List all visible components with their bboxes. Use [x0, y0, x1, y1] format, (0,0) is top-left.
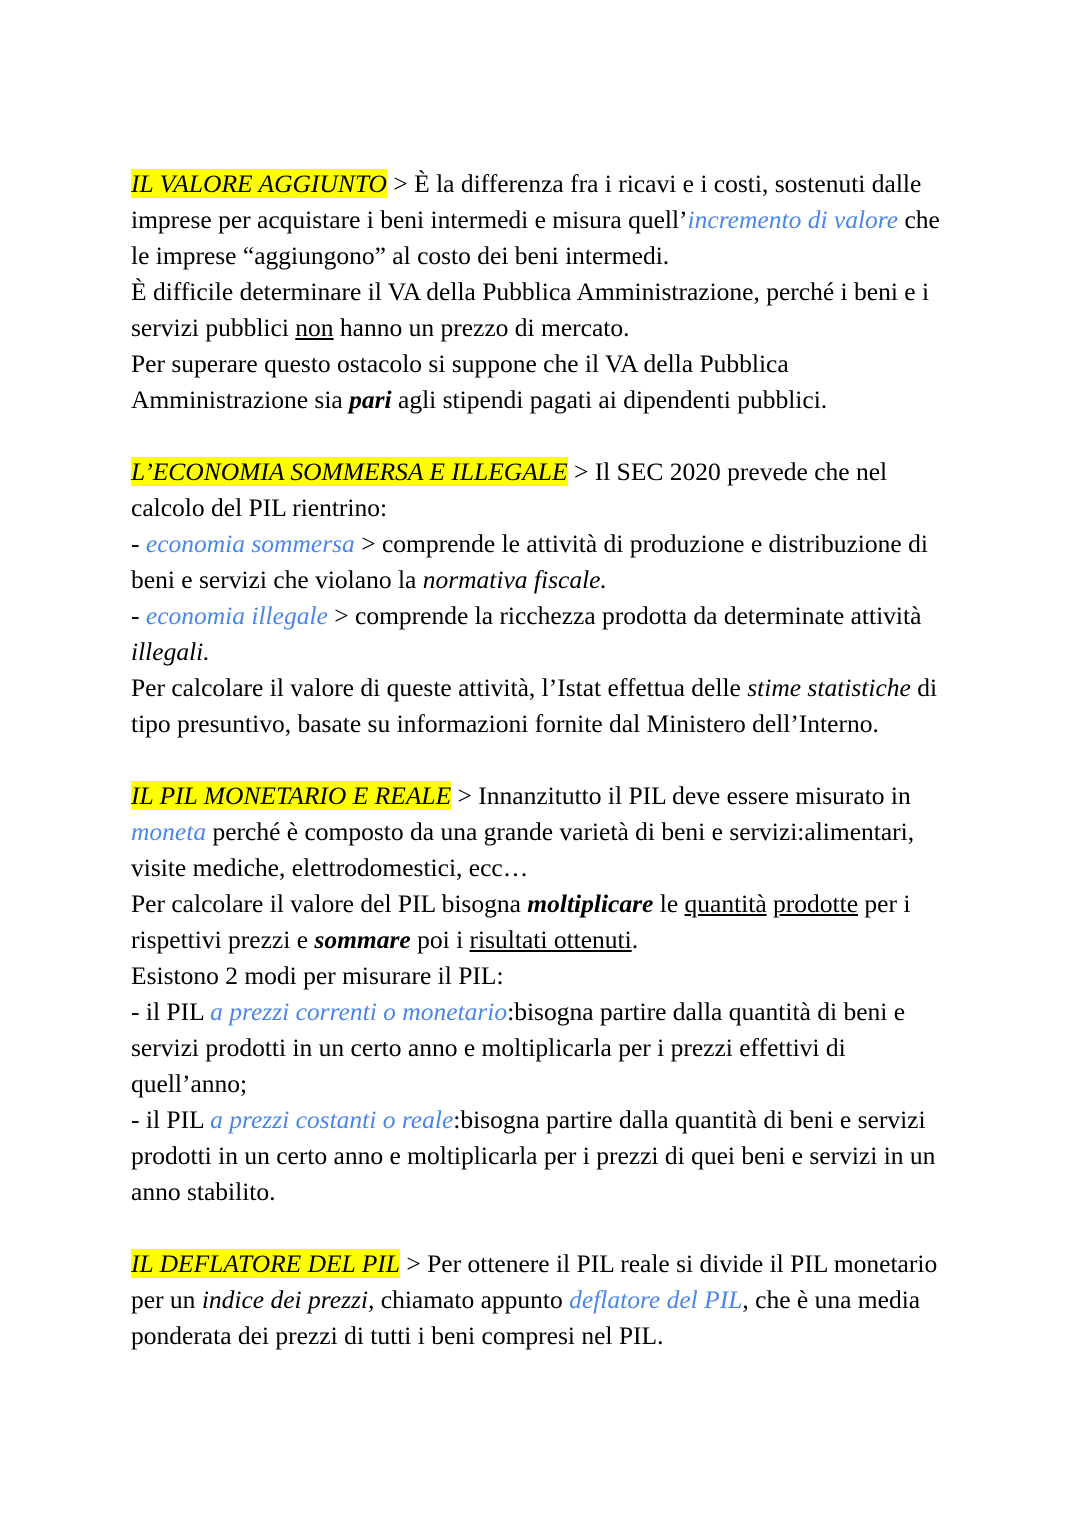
body-text: > È la differenza fra i ricavi e i costi, sostenuti dalle imprese per acquistare i beni intermedi e misura quell’ — [131, 169, 922, 234]
section-economia-sommersa — [131, 454, 961, 742]
bold-italic-text: pari — [349, 385, 392, 414]
body-text: per i rispettivi prezzi e — [131, 889, 911, 954]
paragraph — [131, 346, 961, 418]
body-text: , che è una media ponderata dei prezzi di tutti i beni compresi nel PIL. — [131, 1285, 921, 1350]
body-text: > Il SEC 2020 prevede che nel calcolo del PIL rientrino: — [131, 457, 888, 522]
key-term: deflatore del PIL — [569, 1285, 743, 1314]
body-text: di tipo presuntivo, basate su informazioni fornite dal Ministero dell’Interno. — [131, 673, 938, 738]
underlined-text: quantità — [684, 889, 767, 918]
list-item — [131, 994, 961, 1102]
body-text: :bisogna partire dalla quantità di beni e servizi prodotti in un certo anno e moltiplicarla per i prezzi effettivi di quell’anno; — [131, 997, 906, 1098]
body-text: hanno un prezzo di mercato. — [333, 313, 630, 342]
key-term: a prezzi correnti o monetario — [210, 997, 508, 1026]
body-text: le — [653, 889, 685, 918]
list-item — [131, 526, 961, 598]
key-term: economia illegale — [145, 601, 328, 630]
paragraph-definition — [131, 166, 961, 274]
body-text: . — [631, 925, 639, 954]
paragraph-definition — [131, 1246, 961, 1354]
body-text: poi i — [410, 925, 470, 954]
bold-italic-text: moltiplicare — [527, 889, 654, 918]
document-page — [131, 166, 961, 1390]
paragraph-definition — [131, 778, 961, 886]
section-heading: L’ECONOMIA SOMMERSA E ILLEGALE — [131, 457, 568, 486]
paragraph — [131, 958, 961, 994]
body-text: Per calcolare il valore del PIL bisogna — [131, 889, 528, 918]
paragraph — [131, 670, 961, 742]
body-text: > comprende la ricchezza prodotta da determinate attività — [327, 601, 922, 630]
section-heading: IL VALORE AGGIUNTO — [131, 169, 387, 198]
body-text: che le imprese “aggiungono” al costo dei beni intermedi. — [131, 205, 940, 270]
body-text: agli stipendi pagati ai dipendenti pubblici. — [391, 385, 828, 414]
underlined-text: risultati ottenuti — [469, 925, 632, 954]
body-text: Per calcolare il valore di queste attività, l’Istat effettua delle — [131, 673, 748, 702]
list-item — [131, 1102, 961, 1210]
italic-text: indice dei prezzi, — [201, 1285, 375, 1314]
section-pil-monetario-reale — [131, 778, 961, 1210]
section-heading: IL PIL MONETARIO E REALE — [131, 781, 452, 810]
section-heading: IL DEFLATORE DEL PIL — [131, 1249, 400, 1278]
body-text: > Per ottenere il PIL reale si divide il PIL monetario per un — [131, 1249, 938, 1314]
body-text: - il PIL — [131, 1105, 211, 1134]
body-text: Esistono 2 modi per misurare il PIL: — [131, 961, 504, 990]
key-term: economia sommersa — [145, 529, 355, 558]
list-dash: - — [131, 601, 146, 630]
list-item — [131, 598, 961, 670]
body-text: perché è composto da una grande varietà di beni e servizi:alimentari, visite mediche, elettrodomestici, ecc… — [131, 817, 915, 882]
underlined-text: non — [295, 313, 334, 342]
paragraph-definition — [131, 454, 961, 526]
italic-text: stime statistiche — [747, 673, 911, 702]
key-term: moneta — [131, 817, 207, 846]
underlined-text: prodotte — [773, 889, 859, 918]
key-term: a prezzi costanti o reale — [210, 1105, 454, 1134]
body-text: :bisogna partire dalla quantità di beni e servizi prodotti in un certo anno e moltiplicarla per i prezzi di quei beni e servizi in un anno stabilito. — [131, 1105, 936, 1206]
body-text: - il PIL — [131, 997, 211, 1026]
bold-italic-text: sommare — [314, 925, 411, 954]
italic-text: illegali. — [131, 637, 210, 666]
section-deflatore — [131, 1246, 961, 1354]
italic-text: normativa fiscale. — [422, 565, 607, 594]
section-valore-aggiunto — [131, 166, 961, 418]
key-term: incremento di valore — [687, 205, 899, 234]
body-text: > comprende le attività di produzione e distribuzione di beni e servizi che violano la — [131, 529, 928, 594]
body-text: È difficile determinare il VA della Pubblica Amministrazione, perché i beni e i servizi pubblici — [131, 277, 930, 342]
body-text: Per superare questo ostacolo si suppone che il VA della Pubblica Amministrazione sia — [131, 349, 789, 414]
body-text: > Innanzitutto il PIL deve essere misurato in — [451, 781, 911, 810]
list-dash: - — [131, 529, 146, 558]
body-text: chiamato appunto — [374, 1285, 570, 1314]
paragraph — [131, 886, 961, 958]
paragraph — [131, 274, 961, 346]
